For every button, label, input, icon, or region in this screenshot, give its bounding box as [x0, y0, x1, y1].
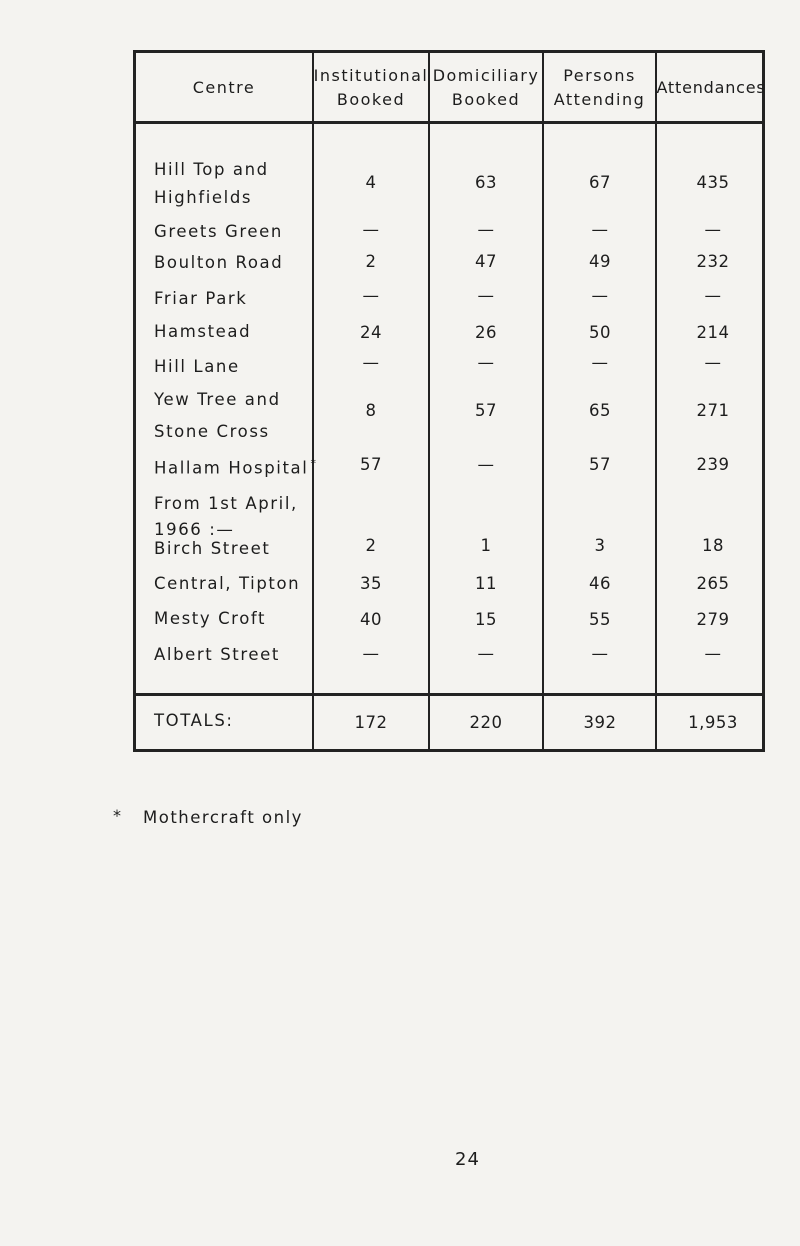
cell-persons: 55 [589, 610, 611, 629]
cell-attendances: — [704, 353, 722, 372]
cell-domiciliary: — [477, 644, 495, 663]
cell-attendances: 279 [696, 610, 730, 629]
totals-divider [136, 693, 762, 696]
row-centre-name: Friar Park [154, 289, 248, 308]
footnote [113, 806, 303, 827]
header-attendances [657, 53, 765, 123]
cell-institutional: 40 [360, 610, 382, 629]
cell-attendances: — [704, 644, 722, 663]
cell-institutional: 24 [360, 323, 382, 342]
cell-persons: — [591, 644, 609, 663]
header-attendances-label: Attendances [656, 78, 766, 97]
cell-domiciliary: 47 [475, 252, 497, 271]
total-attendances: 1,953 [688, 713, 738, 732]
column-divider [542, 53, 544, 749]
header-persons-line2: Attending [553, 90, 646, 109]
row-centre-name: Hill Lane [154, 357, 240, 376]
cell-persons: 46 [589, 574, 611, 593]
totals-label: TOTALS: [154, 711, 234, 730]
cell-persons: — [591, 286, 609, 305]
row-centre-name: Hill Top and Highfields [154, 160, 269, 207]
header-institutional-line1: Institutional [313, 66, 429, 85]
row-centre-name: Greets Green [154, 222, 283, 241]
header-centre [136, 53, 312, 123]
cell-persons: 65 [589, 401, 611, 420]
cell-persons: 49 [589, 252, 611, 271]
cell-persons: 57 [589, 455, 611, 474]
cell-attendances: — [704, 220, 722, 239]
row-centre-name: Central, Tipton [154, 574, 301, 593]
header-institutional-line2: Booked [336, 90, 406, 109]
cell-institutional: 2 [365, 252, 377, 271]
cell-domiciliary: — [477, 286, 495, 305]
column-divider [312, 53, 314, 749]
footnote-marker: * [310, 457, 318, 470]
row-centre-name: Boulton Road [154, 253, 284, 272]
cell-domiciliary: 63 [475, 173, 497, 192]
row-centre-name: Hallam Hospital * [154, 457, 318, 478]
cell-institutional: 35 [360, 574, 382, 593]
column-divider [655, 53, 657, 749]
cell-domiciliary: — [477, 455, 495, 474]
header-domiciliary [430, 53, 542, 123]
cell-institutional: — [362, 644, 380, 663]
cell-persons: 67 [589, 173, 611, 192]
total-domiciliary: 220 [469, 713, 503, 732]
total-persons: 392 [583, 713, 617, 732]
cell-attendances: 239 [696, 455, 730, 474]
clinic-attendance-table [133, 50, 765, 752]
cell-persons: — [591, 353, 609, 372]
header-institutional [314, 53, 428, 123]
cell-attendances: 18 [702, 536, 724, 555]
page-number: 24 [455, 1149, 480, 1170]
cell-institutional: 57 [360, 455, 382, 474]
cell-attendances: 265 [696, 574, 730, 593]
cell-persons: 3 [594, 536, 606, 555]
header-domiciliary-line1: Domiciliary [432, 66, 540, 85]
cell-institutional: 4 [365, 173, 377, 192]
row-centre-name: Yew Tree and Stone Cross [154, 390, 281, 441]
cell-domiciliary: 15 [475, 610, 497, 629]
cell-institutional: — [362, 353, 380, 372]
cell-persons: 50 [589, 323, 611, 342]
total-institutional: 172 [354, 713, 388, 732]
cell-institutional: — [362, 220, 380, 239]
cell-persons: — [591, 220, 609, 239]
cell-domiciliary: 57 [475, 401, 497, 420]
row-section-heading: From 1st April, 1966 :— [154, 494, 298, 539]
cell-domiciliary: 11 [475, 574, 497, 593]
header-persons-line1: Persons [563, 66, 636, 85]
cell-domiciliary: 1 [480, 536, 492, 555]
cell-attendances: 271 [696, 401, 730, 420]
header-persons [544, 53, 655, 123]
row-centre-name: Hamstead [154, 322, 252, 341]
cell-institutional: 2 [365, 536, 377, 555]
row-centre-name: Albert Street [154, 645, 280, 664]
footnote-text: Mothercraft only [143, 808, 303, 827]
cell-attendances: 232 [696, 252, 730, 271]
cell-domiciliary: — [477, 220, 495, 239]
row-centre-name: Birch Street [154, 539, 271, 558]
header-centre-label: Centre [192, 78, 256, 97]
cell-domiciliary: — [477, 353, 495, 372]
footnote-asterisk: * [113, 806, 123, 825]
column-divider [428, 53, 430, 749]
cell-institutional: — [362, 286, 380, 305]
cell-attendances: 214 [696, 323, 730, 342]
cell-domiciliary: 26 [475, 323, 497, 342]
header-domiciliary-line2: Booked [451, 90, 521, 109]
cell-attendances: — [704, 286, 722, 305]
cell-institutional: 8 [365, 401, 377, 420]
cell-attendances: 435 [696, 173, 730, 192]
row-centre-name: Mesty Croft [154, 609, 267, 628]
